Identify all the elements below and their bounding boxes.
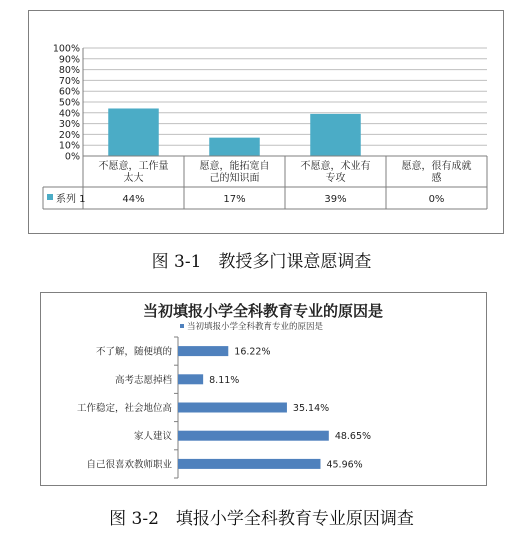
data-label: 0% (428, 194, 445, 205)
chart-1-panel (28, 10, 504, 234)
legend-label: 系列 1 (56, 194, 86, 205)
data-label: 48.65% (334, 431, 372, 443)
data-label: 8.11% (209, 374, 240, 386)
x-category-label: 感 (431, 173, 442, 184)
figure-1-caption: 图 3-1 教授多门课意愿调查 (151, 252, 372, 272)
bar (178, 459, 320, 469)
y-tick-label: 40% (58, 108, 80, 120)
bar (310, 114, 361, 156)
bar (178, 431, 329, 441)
bar (178, 346, 228, 356)
legend-key (180, 324, 184, 328)
x-category-label: 专攻 (325, 173, 346, 184)
figure-2-caption: 图 3-2 填报小学全科教育专业原因调查 (109, 509, 414, 529)
x-category-label: 太大 (123, 173, 144, 184)
x-category-label: 己的知识面 (209, 173, 260, 184)
bar (178, 403, 287, 413)
x-category-label: 愿意，很有成就 (401, 161, 472, 172)
data-label: 17% (223, 194, 246, 205)
data-label: 45.96% (326, 459, 363, 471)
category-label: 高考志愿掉档 (114, 374, 172, 386)
data-label: 35.14% (292, 403, 330, 414)
data-label: 16.22% (234, 346, 271, 358)
y-tick-label: 100% (52, 43, 80, 55)
category-label: 不了解，随便填的 (95, 346, 172, 358)
category-label: 家人建议 (133, 431, 172, 443)
chart-2-panel (40, 292, 487, 486)
y-tick-label: 20% (58, 129, 80, 141)
bar (209, 138, 260, 156)
chart-2 (41, 293, 486, 485)
chart-title: 当初填报小学全科教育专业的原因是 (142, 302, 384, 320)
x-category-label: 不愿意，术业有 (300, 161, 371, 172)
y-tick-label: 80% (58, 65, 80, 77)
chart-1 (29, 11, 503, 233)
y-tick-label: 50% (58, 97, 80, 109)
x-category-label: 不愿意，工作量 (98, 161, 169, 172)
data-label: 39% (324, 194, 347, 205)
category-label: 工作稳定，社会地位高 (76, 403, 172, 414)
bar (178, 374, 203, 384)
x-category-label: 愿意，能拓宽自 (199, 161, 270, 172)
y-tick-label: 10% (58, 140, 80, 152)
data-label: 44% (122, 194, 145, 205)
legend-label: 当初填报小学全科教育专业的原因是 (187, 322, 324, 332)
y-tick-label: 0% (64, 151, 80, 163)
bar (108, 108, 159, 156)
y-tick-label: 70% (58, 75, 80, 87)
y-tick-label: 90% (58, 54, 80, 66)
y-tick-label: 30% (58, 119, 80, 131)
legend-key (47, 194, 53, 200)
y-tick-label: 60% (58, 86, 80, 98)
category-label: 自己很喜欢教师职业 (86, 459, 172, 471)
